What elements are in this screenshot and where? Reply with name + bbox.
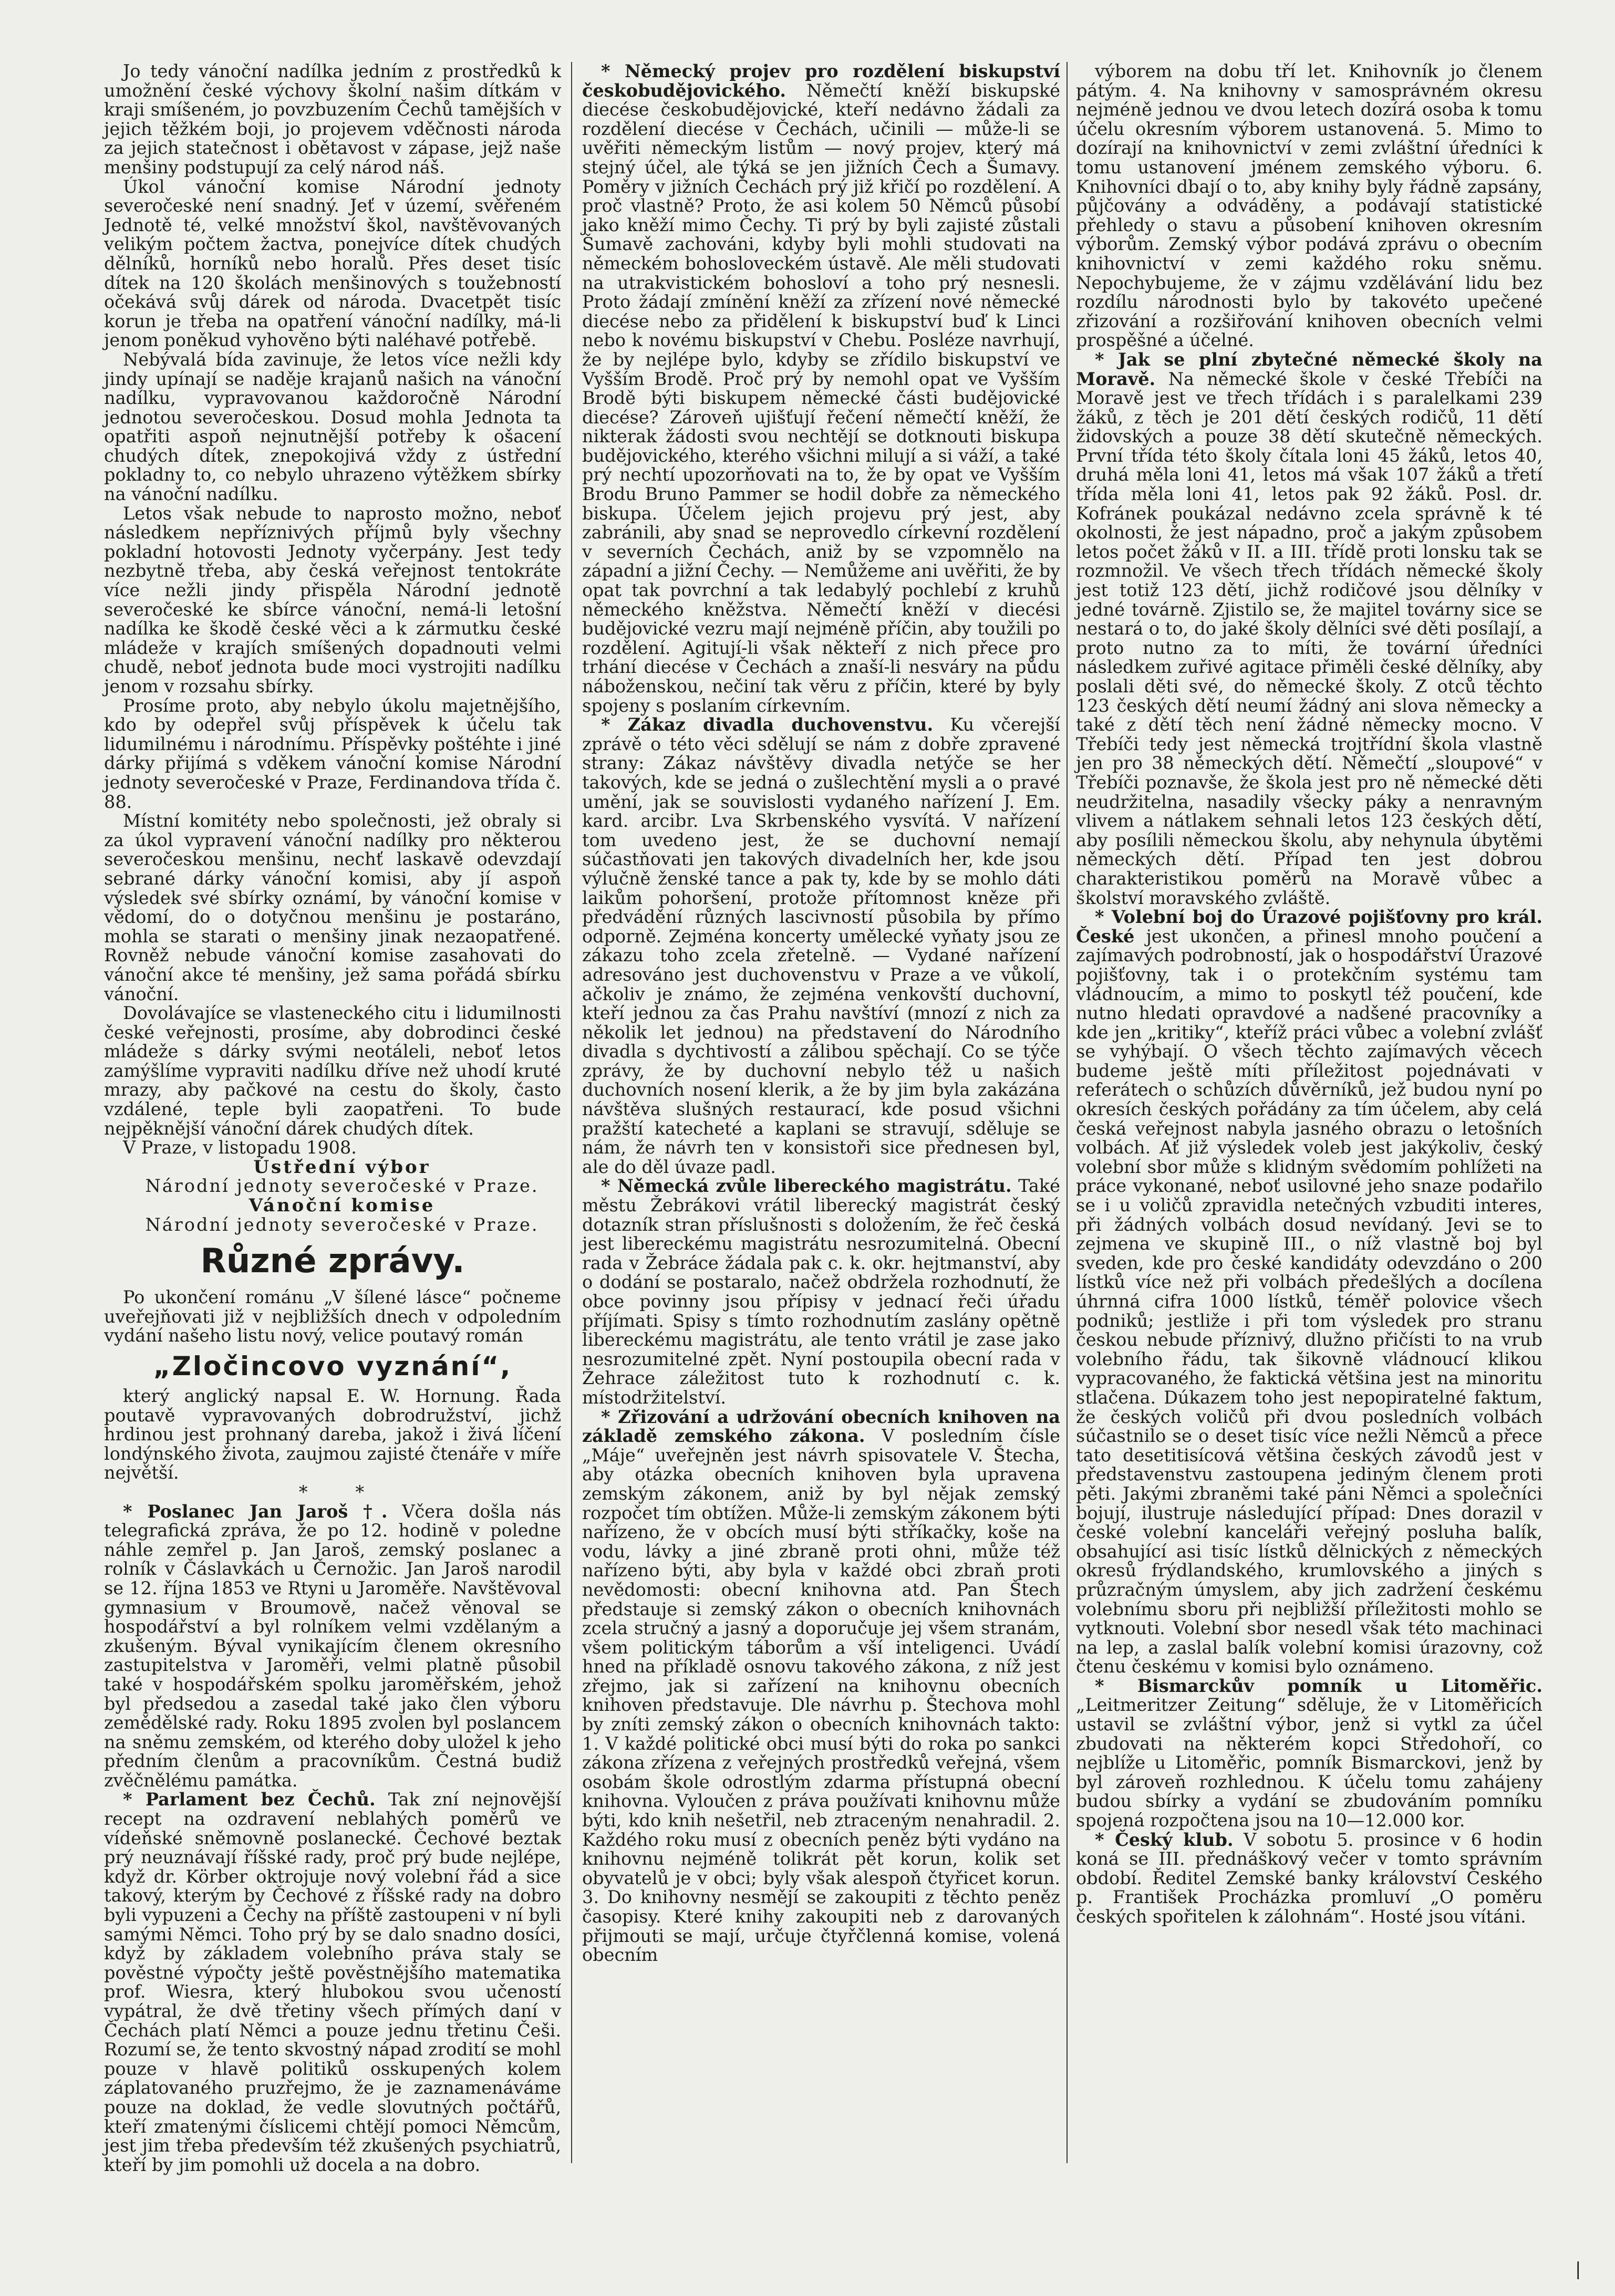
news-body: Také městu Žebrákovi vrátil liberecký magistrát český dotazník stran příslušnosti s doložením, že řeč česká jest libereckému magistrátu nesrozumitelná. Obecní rada v Žebráce žádala pak c. k. okr. hejtmanství, aby o dodání se postaralo, načež obdržela rozhodnutí, že obce povinny jsou přípisy v jednací řeči úřadu příjímati. Spisy s tímto rozhodnutím zaslány opětně libereckému magistrátu, ale tento vrátil je zase jako nesrozumitelné zpět. Nyní postoupila obecní rada v Žehrace záležitost tuto k rozhodnutí c. k. místodržitelství. — [582, 1176, 1060, 1408]
signature-heading: Ústřední výbor — [253, 1156, 431, 1178]
news-body: V posledním čísle „Máje“ uveřejněn jest návrh spisovatele V. Štecha, aby otázka obecních knihoven byla upravena zemským zákonem, aniž by byl nějak zemský rozpočet tím obtížen. Může-li zemským zákonem býti nařízeno, že v obcích musí býti stříkačky, koše na vodu, lávky a jiné zbraně proti ohni, může též nařízeno býti, aby byla v každé obci zbraň proti nevědomosti: obecní knihovna atd. Pan Štech předstauje si zemský zákon o obecních knihovnách zcela stručný a jasný a doporučuje jej všem stranám, všem politickým táborům a vší inteligenci. Uvádí hned na příkladě osnovu takového zákona, z níž jest zřejmo, jak si zařízení na knihovnu obecních knihoven představuje. Dle návrhu p. Štechova mohl by zníti zemský zákon o obecních knihovnách takto: 1. V každé politické obci musí býti do roka po sankci zákona zřízena z veřejných prostředků veřejná, všem osobám škole odrostlým zdarma přístupná obecní knihovna. Vyloučen z práva používati knihovnu může býti, kdo knih nešetřil, neb ztraceným nenahradil. 2. Každého roku musí z obecních peněz býti vydáno na knihovnu nejméně tolikrát pět korun, kolik set obyvatelů je v obci; byly však alespoň čtyřicet korun. 3. Do knihovny nesmějí se zakoupiti z těchto peněz časopisy. Které knihy zakoupiti neb z darovaných přijmouti se mají, určuje čtyřčlenná komise, volená obecním — [582, 1426, 1060, 1966]
news-body: Tak zní nejnovější recept na ozdravení neblahých poměrů ve vídeňské sněmovně poslanecké. Čechové beztak prý neuznávají říšské rady, proč prý bude nejlépe, když dr. Körber oktrojuje nový volební řád a sice takový, kterým by Čechové z říšské rady na dobro byli vypuzeni a Čechy na příště zastoupeni v ní byli samými Němci. Toho prý by se dalo snadno dosíci, když by základem volebního práva staly se pověstné výpočty ještě pověstnějšího matematika prof. Wiesra, který hlubokou svou učeností vypátral, že dvě třetiny všech přímých daní v Čechách platí Němci a pouze jednu třetinu Češi. Rozumí se, že tento skvostný nápad zrodití se mohl pouze v hlavě politiků osskupených kolem záplatovaného pruzřejmo, že je zaznamenáváme pouze na doklad, že vedle slovutných počtářů, kteří zmatenými číslicemi chtějí pomoci Němcům, jest jim třeba především též zkušených psychiatrů, kteří by jim pomohli už docela a na dobro. — [104, 1789, 561, 2175]
news-item — [1076, 350, 1542, 908]
news-body: V sobotu 5. prosince v 6 hodin koná se III. přednáškový večer v tomto správním období. Ředitel Zemské banky království Českého p. František Procházka promluví „O poměru českých spořitelen k zálohnám“. Hosté jsou vítáni. — [1076, 1829, 1542, 1927]
news-body: Včera došla nás telegrafická zpráva, že po 12. hodině v poledne náhle zemřel p. Jan Jaroš, zemský poslanec a rolník v Čáslavkách u Černožic. Jan Jaroš narodil se 12. října 1853 ve Rtyni u Jaroměře. Navštěvoval gymnasium v Broumově, načež věnoval se hospodářství a byl rolníkem velmi vzdělaným a zkušeným. Býval vynikajícím členem okresního zastupitelstva v Jaroměři, velmi platně působil také v hospodářském spolku jaroměřském, jehož byl předsedou a zasedal také jako člen výboru zemědělské rady. Roku 1895 zvolen byl poslancem na sněmu zemském, od kterého doby uložel k jeho předním členům a pracovníkům. Čestná budiž zvěčnělému památka. — [104, 1501, 561, 1791]
news-headline: * Poslanec Jan Jaroš †. — [123, 1501, 388, 1522]
news-headline: * Německá zvůle libereckého magistrátu. — [601, 1176, 1012, 1197]
column-divider-right — [1067, 62, 1068, 2163]
news-headline: * Zřizování a udržování obecních knihoven na základě zemského zákona. — [582, 1406, 1060, 1447]
signature-heading: Vánoční komise — [249, 1195, 436, 1217]
news-item — [582, 1408, 1060, 1965]
news-headline: * Český klub. — [1095, 1829, 1234, 1850]
paragraph: Jo tedy vánoční nadílka jedním z prostředků k umožnění české výchovy školní našim dítkám v kraji smíšeném, jo povzbuzením Čechů tamějších v jejich těžkém boji, jo projevem vděčnosti národa za jejich statečnost i obětavost v zápase, jejž naše menšiny podstupují za celý národ náš. — [104, 61, 561, 178]
column-left — [104, 62, 561, 2175]
separator-stars: * * — [298, 1481, 386, 1502]
news-item — [1076, 1677, 1542, 1831]
news-item — [1076, 1831, 1542, 1927]
paragraph: výborem na dobu tří let. Knihovník jo členem pátým. 4. Na knihovny v samosprávném okresu nejméně jednou ve dvou letech dozírá osoba k tomu účelu okresním výborem ustanovená. 5. Mimo to dozírají na knihovnictví v zemi zvláštní úředníci k tomu ustanovení jménem zemského výboru. 6. Knihovníci dbají o to, aby knihy byly řádně zapsány, půjčovány a odváděny, a podávají statistické přehledy o stavu a působení knihoven okresním výborům. Zemský výbor podává zprávu o obecním knihovnictví v zemi každého roku sněmu. Nepochybujeme, že v zájmu vzdělávání lidu bez rozdílu národnosti bylo by takovéto upečené zřizování a rozšiřování knihoven obecních velmi prospěšné a účelné. — [1076, 61, 1542, 351]
column-right — [1076, 62, 1542, 1927]
news-item — [104, 1790, 561, 2175]
news-headline: * Parlament bez Čechů. — [123, 1789, 376, 1810]
column-middle — [582, 62, 1060, 1965]
column-divider-left — [571, 62, 572, 2163]
paragraph: Nebývalá bída zavinuje, že letos více nežli kdy jindy upínají se naděje krajanů našich na vánoční nadílku, vypravovanou každoročně Národní jednotou severočeskou. Dosud mohla Jednota ta opatřiti aspoň nejnutnější potřeby k ošacení chudých dítek, znepokojivá vždy z ústřední pokladny to, co nebylo uhrazeno výtěžkem sbírky na vánoční nadílku. — [104, 349, 561, 505]
paragraph: Po ukončení románu „V šílené lásce“ počneme uveřejňovati již v nejbližších dnech v odpoledním vydání našeho listu nový, velice poutavý román — [104, 1287, 561, 1346]
news-headline: * Volební boj do Úrazové pojišťovny pro král. České — [1076, 907, 1542, 947]
news-body: „Leitmeritzer Zeitung“ sděluje, že v Litoměřicích ustavil se zvláštní výbor, jenž si vytkl za účel zbudovati na některém kopci Středohoří, co nejblíže u Litoměřic, pomník Bismarckovi, jenž by byl zároveň rozhlednou. K účelu tomu zahájeny budou sbírky a vydání se zbudováním pomníku spojená rozpočtena jsou na 10—12.000 kor. — [1076, 1695, 1542, 1831]
paragraph: Letos však nebude to naprosto možno, neboť následkem nepříznivých příjmů byly všechny pokladní hotovosti Jednoty vyčerpány. Jest tedy nezbytně třeba, aby česká veřejnost tentokráte více nežli jindy přispěla Národní jednotě severočeské ke sbírce vánoční, nemá-li letošní nadílka ke škodě české věci a k zármutku české mládeže v krajích smíšených dopadnouti velmi chudě, neboť jednota bude moci vystrojiti nadílku jenom v rozsahu sbírky. — [104, 503, 561, 697]
news-headline: * Zákaz divadla duchovenstvu. — [601, 714, 934, 735]
paragraph: Úkol vánoční komise Národní jednoty severočeské není snadný. Jeť v území, svěřeném Jednotě té, velké množství škol, navštěvovaných velikým počtem žactva, ponejvíce dítek chudých dělníků, horníků nebo horalů. Přes deset tisíc dítek na 120 školách menšinových s toužebností očekává svůj dárek od národa. Dvacetpět tisíc korun je třeba na opatření vánoční nadílky, má-li jenom poněkud vyhověno býti naléhavé potřebě. — [104, 176, 561, 351]
news-headline: * Německý projev pro rozdělení biskupství českobudějovického. — [582, 61, 1060, 101]
novel-title: „Zločincovo vyznání“, — [153, 1351, 512, 1381]
section-title: Různé zprávy. — [200, 1242, 465, 1281]
news-item — [582, 62, 1060, 715]
news-item — [582, 1177, 1060, 1407]
page-edge-mark: | — [1575, 2259, 1581, 2280]
paragraph: Dovolávajíce se vlasteneckého citu i lidumilnosti české veřejnosti, prosíme, aby dobrodinci české mládeže s dárky svými neotáleli, neboť letos zamýšlíme vypraviti nadílku dříve než uhodí kruté mrazy, aby pačkové na cestu do školy, často vzdálené, teple byli zaopatřeni. To bude nejpěknější vánoční dárek chudých dítek. — [104, 1003, 561, 1139]
news-headline: * Bismarckův pomník u Litoměřic. — [1095, 1675, 1542, 1696]
signature-line: Národní jednoty severočeské v Praze. — [145, 1214, 539, 1235]
news-body: Na německé škole v české Třebíči na Moravě jest ve třech třídách i s paralelkami 239 žáků, z těch je 201 dětí českých rodičů, 11 dětí židovských a pouze 38 dětí skutečně německých. První třída této školy čítala loni 45 žáků, letos 40, druhá měla loni 41, letos má však 107 žáků a třetí třída měla loni 41, letos pak 92 žáků. Posl. dr. Kofránek poukázal nedávno zcela správně k té okolnosti, že jest nápadno, proč a jakým způsobem letos počet žáků v II. a III. třídě proti lonsku tak se rozmnožil. Ve všech třech třídách německé školy jest totiž 123 dětí, jichž rodičové jsou dělníky v jedné továrně. Zjistilo se, že majitel továrny sice se nestará o to, do jaké školy dělníci své děti posílají, a proto nutno za to míti, že tovární úředníci následkem zuřivé agitace přiměli české dělníky, aby poslali děti své, do německé školy. Z otců těchto 123 českých dětí neumí žádný ani slova německy a také z dětí těch není žádné německy mocno. V Třebíči tedy jest německá trojtřídní škola vlastně jen pro 38 německých dětí. Němečtí „sloupové“ v Třebíči poznavše, že škola jest pro ně německé děti neudržitelna, nasadily všecky páky a nenravným vlivem a nátlakem sehnali letos 123 českých dětí, aby posílili německou školu, aby nehynula úbytěmi německých dětí. Případ ten jest dobrou charakteristikou poměrů na Moravě vůbec a školství moravského zvláště. — [1076, 368, 1542, 908]
news-headline: * Jak se plní zbytečné německé školy na Moravě. — [1076, 349, 1542, 389]
paragraph: Prosíme proto, aby nebylo úkolu majetnějšího, kdo by odepřel svůj příspěvek k účelu tak lidumilnému i národnímu. Příspěvky poštéhte i jiné dárky přijímá s vděkem vánoční komise Národní jednoty severočeské v Praze, Ferdinandova třída č. 88. — [104, 695, 561, 812]
dateline: V Praze, v listopadu 1908. — [123, 1137, 357, 1158]
news-body: jest ukončen, a přinesl mnoho poučení a zajímavých podrobností, jak o hospodářství Úrazové pojišťovny, tak i o protekčním systému tam vládnoucím, a mimo to poskytl též poučení, kde nutno hledati opravdové a nadšené pracovníky a kde jen „kritiky“, kteříž práci vůbec a volební zvlášť se vyhýbají. O všech těchto zajímavých věcech budeme ještě míti příležitost pojednávati v referátech o schůzích důvěrníků, jež budou nyní po okresích českých pořádány za tím účelem, aby celá česká veřejnost nabyla jasného obrazu o letošních volbách. Ať již výsledek voleb jest jakýkoliv, český volební sbor může s klidným svědomím pohlížeti na práce vykonané, neboť usilovné jeho snaze podařilo se i u voličů zpravidla netečných vzbuditi interes, při žádných volbách dosud nevídaný. Jevi se to zejmena ve skupině III., o níž vlastně boj byl sveden, kde pro české kandidáty odevzdáno o 200 lístků více než při volbách předešlých a docílena úhrnná cifra 1000 lístků, téměř polovice všech podniků; jestliže i při tom výsledek pro stranu českou nebude příznivý, dlužno přičísti to na vrub volebního řádu, tak šikovně vládnoucí klikou vypracovaného, že faktická většina jest na minoritu stlačena. Dúkazem toho jest nepopiratelné faktum, že českých voličů při dvou posledních volbách súčastnilo se o deset tisíc více nežli Němců a přece tato desetitisícová většina českých závodů jest v představenstvu zastoupena jediným členem proti pěti. Jakými zbraněmi také páni Němci a společníci bojují, ilustruje následující případ: Dnes dorazil v české volební kanceláři veřejný posluha balík, obsahující asi tisíc lístků dělnických z německých okresů frýdlandského, krumlovského a jiných s průzračným úmyslem, aby jich zadržení českému volebnímu sboru při nejbližší příležitosti mohlo se vytknouti. Volební sbor nesedl však této machinaci na lep, a zaslal balík volební komisi úrazovny, což čtenu českému v komisi bylo oznámeno. — [1076, 926, 1542, 1677]
paragraph: Místní komitéty nebo společnosti, jež obraly si za úkol vypravení vánoční nadílky pro některou severočeskou menšinu, nechť laskavě odevzdají sebrané dárky vánoční komisi, aby jí aspoň výsledek své sbírky oznámí, by vánoční komise v vědomí, do o dotyčnou menšinu je postaráno, mohla se starati o menšiny jinak nezaopatřené. Rovněž nebude vánoční komise zasahovati do vánoční akce té menšiny, jež sama pořádá sbírku vánoční. — [104, 811, 561, 1004]
news-item — [582, 715, 1060, 1177]
news-body: Němečtí kněží biskupské diecése českobudějovické, kteří nedávno žádali za rozdělení diecése v Čechách, učinili — může-li se uvěřiti německým listům — nový projev, který má stejný účel, ale týká se jen jižních Čech a Šumavy. Poměry v jižních Čechách prý již křičí po rozdělení. A proč vlastně? Proto, že asi kolem 50 Němců působí jako kněží mimo Čechy. Ti prý by byli zajisté zůstali Šumavě zachováni, kdyby byli mohli studovati na německém bohosloveckém ústavě. Ale měli studovati na utrakvistickém bohosloví a toho prý nesnesli. Proto žádají zmínění kněží za zřízení nové německé diecése nebo za přidělení k biskupství buď k Linci nebo k novému biskupství v Chebu. Posléze navrhují, že by nejlépe bylo, kdyby se zřídilo biskupství ve Vyšším Brodě. Proč prý by nemohl opat ve Vyšším Brodě býti biskupem německé části budějovické diecése? Zároveň ujišťují řečení němečtí kněží, že nikterak žádosti svou nechtějí se dotknouti biskupa budějovického, kterého všichni milují a si váží, a také prý nechtí upozorňovati na to, že by opat ve Vyšším Brodu Bruno Pammer se hodil dobře za německého biskupa. Účelem jejich projevu prý jest, aby zabránili, aby snad se neprovedlo církevní rozdělení v severních Čechách, aniž by se vzpomnělo na západní a jižní Čechy. — Nemůžeme ani uvěřiti, že by opat tak povrchní a tak ledabylý pochlebí z kruhů německého kněžstva. Němečtí kněží v diecési budějovické vezru mají nejméně příčin, aby toužili po rozdělení. Agitují-li však někteří z nich přece pro trhání diecése v Čechách a znaší-li nesváry na půdu náboženskou, nečiní tak věru z příčin, které by byly spojeny s poslaním církevním. — [582, 80, 1060, 716]
news-item — [104, 1502, 561, 1791]
news-item — [1076, 908, 1542, 1677]
paragraph: který anglický napsal E. W. Hornung. Řada poutavě vypravovaných dobrodružství, jichž hrdinou jest prohnaný dareba, jakož i živá líčení londýnského života, zaujmou zajisté čtenáře v míře největší. — [104, 1386, 561, 1483]
signature-line: Národní jednoty severočeské v Praze. — [145, 1176, 539, 1197]
news-body: Ku včerejší zprávě o této věci sdělují se nám z dobře zpravené strany: Zákaz návštěvy divadla netýče se her takových, kde se jedná o zušlechtění mysli a o pravé umění, jak se souvislosti vydaného nařízení J. Em. kard. arcibr. Lva Skrbenského vysvítá. V nařízení tom uvedeno jest, že se duchovní nemají súčastňovati jen takových divadelních her, kde jsou výlučně ženské tance a pak ty, kde by se mohlo dáti laikům pohoršení, protože přítomnost kněze při předvádění různých lascivností působila by přímo odporně. Zejména koncerty umělecké vyňaty jsou ze zákazu toho zcela zřetelně. — Vydané nařízení adresováno jest duchovenstvu v Praze a ve vůkolí, ačkoliv je známo, že zejména venkovští duchovní, kteří jednou za čas Prahu navštíví (mnozí z nich za několik let jednou) na představení do Národního divadla s dychtivostí a zálibou spěchají. Co se týče zprávy, že by duchovní nebylo též u našich duchovních nosení klerik, a že by jim byla zakázána návštěva slušných restaurací, kde posud všichni pražští katecheté a kaplani se stravují, sděluje se nám, že návrh ten v konsistoři sice přednesen byl, ale do děl úvaze padl. — [582, 714, 1061, 1177]
